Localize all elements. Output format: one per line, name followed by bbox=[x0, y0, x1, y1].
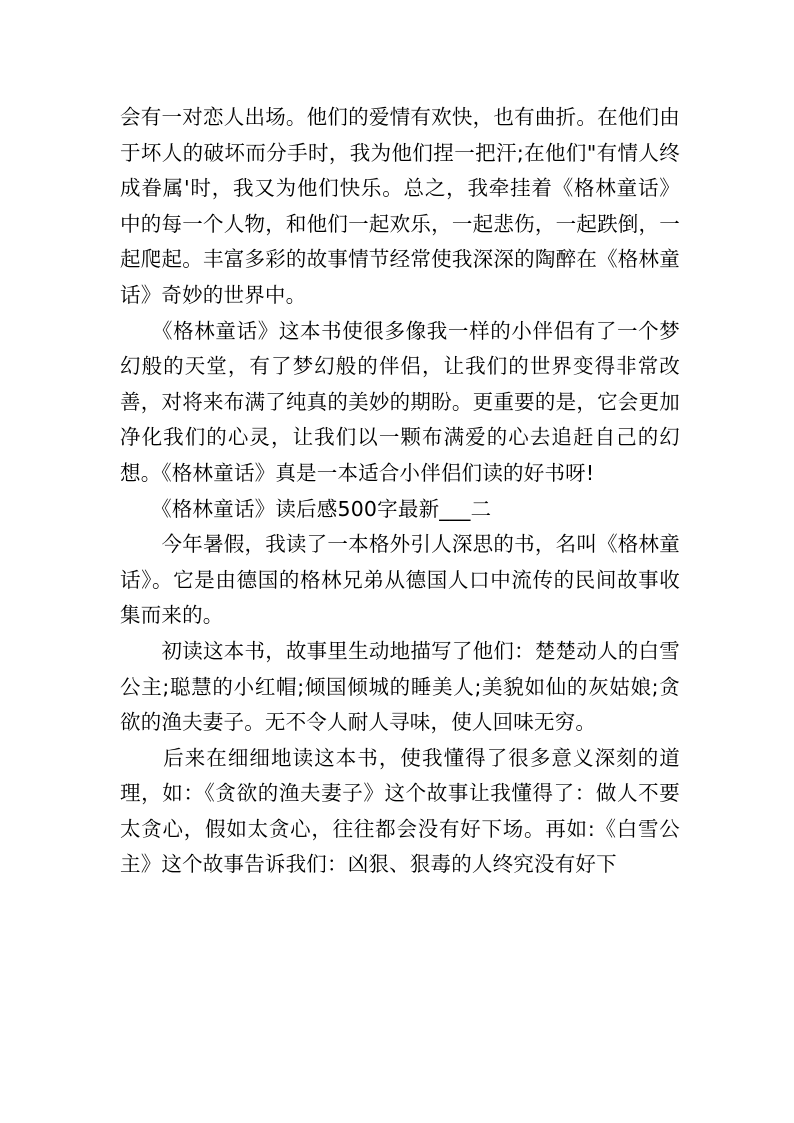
paragraph-lessons: 后来在细细地读这本书，使我懂得了很多意义深刻的道理，如：《贪欲的渔夫妻子》这个故事让我懂得了：做人不要太贪心，假如太贪心，往往都会没有好下场。再如:《白雪公主》这个故事告诉我们：凶狠、狠毒的人终究没有好下 bbox=[120, 745, 680, 877]
document-body bbox=[120, 100, 680, 883]
section-heading: 《格林童话》读后感500字最新___二 bbox=[120, 496, 492, 521]
paragraph-summer-reading: 今年暑假，我读了一本格外引人深思的书，名叫《格林童话》。它是由德国的格林兄弟从德国人口中流传的民间故事收集而来的。 bbox=[120, 532, 680, 628]
paragraph-paradise: 《格林童话》这本书使很多像我一样的小伴侣有了一个梦幻般的天堂，有了梦幻般的伴侣，让我们的世界变得非常改善，对将来布满了纯真的美妙的期盼。更重要的是，它会更加净化我们的心灵，让我们以一颗布满爱的心去追赶自己的幻想。《格林童话》真是一本适合小伴侣们读的好书呀! bbox=[120, 318, 680, 485]
paragraph-love-story: 会有一对恋人出场。他们的爱情有欢快，也有曲折。在他们由于坏人的破坏而分手时，我为他们捏一把汗;在他们"有情人终成眷属'时，我又为他们快乐。总之，我牵挂着《格林童话》中的每一个人物，和他们一起欢乐，一起悲伤，一起跌倒，一起爬起。丰富多彩的故事情节经常使我深深的陶醉在《格林童话》奇妙的世界中。 bbox=[120, 105, 680, 307]
paragraph-first-reading: 初读这本书，故事里生动地描写了他们：楚楚动人的白雪公主;聪慧的小红帽;倾国倾城的睡美人;美貌如仙的灰姑娘;贪欲的渔夫妻子。无不令人耐人寻味，使人回味无穷。 bbox=[120, 638, 680, 735]
